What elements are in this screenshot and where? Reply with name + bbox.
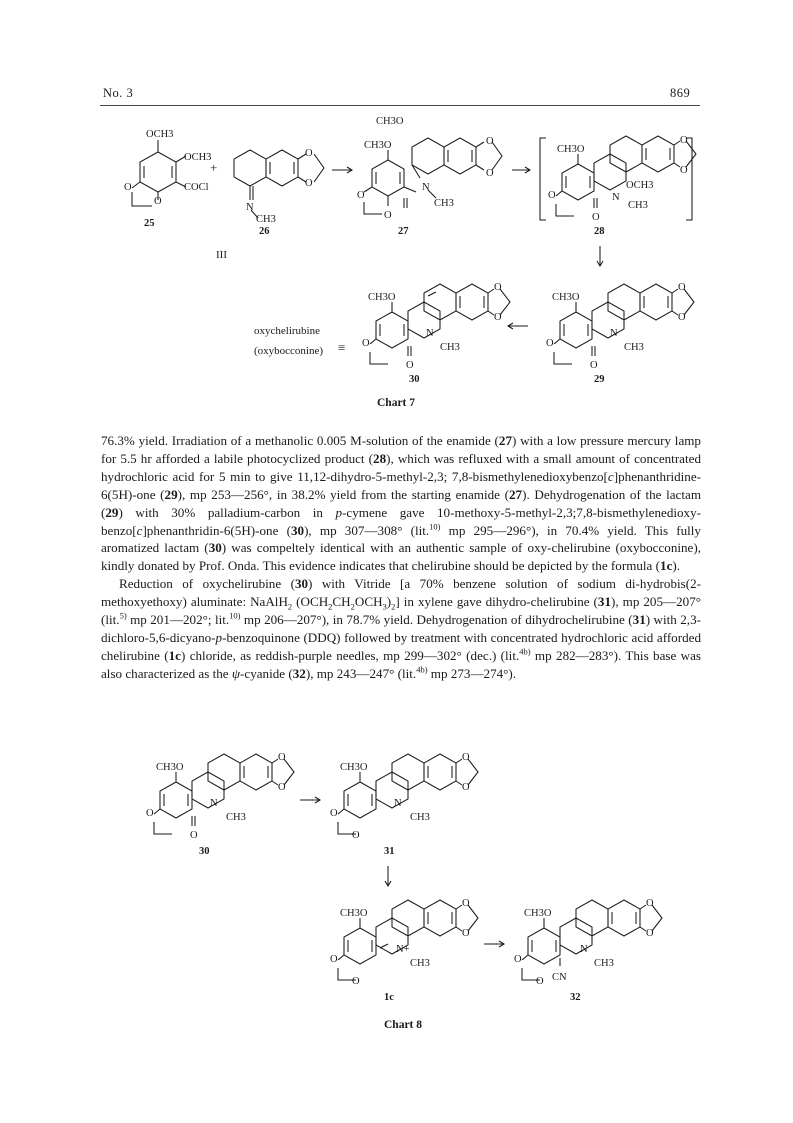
c8-1c-ome: CH3O	[340, 908, 368, 919]
plus-sign: +	[210, 160, 218, 175]
c8-1c-ch3: CH3	[410, 958, 430, 969]
arrow-30-to-31	[300, 797, 320, 803]
c27-ome-left: CH3O	[364, 140, 392, 151]
c28-ome-right: OCH3	[626, 180, 654, 191]
compound-ref: 30	[290, 522, 305, 538]
c8-32-o1: O	[646, 898, 654, 909]
text-run: -benzoquinone (DDQ) followed by treatment with concentrated hydrochloric acid afforded chelirubine (	[101, 629, 701, 663]
c29-o2: O	[678, 312, 686, 323]
c8-32-number: 32	[570, 992, 581, 1003]
text-run: -cymene gave 10-methoxy-5-methyl-2,3;7,8-bismethylenedioxy-benzo[	[101, 504, 702, 538]
text-run: ), mp 243—247° (lit.	[305, 665, 417, 681]
c8-30-o4: O	[190, 830, 198, 841]
c29-o4: O	[590, 360, 598, 371]
chart-8-scheme	[0, 700, 793, 1050]
c8-1c-o2: O	[462, 928, 470, 939]
text-run: ]phenanthridine-6(5H)-one (	[101, 468, 701, 502]
text-run: ) with 2,3-dichloro-5,6-dicyano-	[101, 612, 701, 645]
text-run: mp 206—207°), in 78.7% yield. Dehydrogenation of dihydrochelirubine (	[240, 612, 633, 628]
c8-31-n: N	[394, 798, 402, 809]
text-run: 10)	[429, 521, 441, 532]
c8-1c-number: 1c	[384, 992, 394, 1003]
page-number: 869	[670, 86, 691, 100]
text-run: 3	[382, 601, 387, 612]
header-rule	[100, 105, 700, 106]
c27-ch3: CH3	[434, 198, 454, 209]
c8-31-number: 31	[384, 846, 395, 857]
paragraph-2	[101, 575, 701, 682]
chart-7-scheme	[0, 110, 793, 420]
text-run: ] in xylene gave dihydro-chelirubine (	[395, 594, 598, 610]
c29-ch3: CH3	[624, 342, 644, 353]
c29-number: 29	[594, 374, 605, 385]
c25-ome-side: OCH3	[184, 152, 212, 163]
c8-31-ome: CH3O	[340, 762, 368, 773]
c28-o2: O	[680, 165, 688, 176]
c28-o1: O	[680, 135, 688, 146]
text-run: 2	[391, 601, 396, 612]
c29-ome: CH3O	[552, 292, 580, 303]
c8-31-o2: O	[462, 782, 470, 793]
c30-o4: O	[406, 360, 414, 371]
arrow-25-to-27	[332, 167, 352, 173]
text-run: ) with Vitride [a 70% benzene solution of sodium di-hydrobis(2-methoxyethoxy) aluminate: NaAlH	[101, 576, 702, 610]
c8-30-o3: O	[146, 808, 154, 819]
text-run: ψ	[231, 665, 241, 681]
arrow-27-to-28	[512, 167, 530, 173]
paragraph-1	[101, 432, 701, 575]
text-run: ), which was refluxed with a small amount of concentrated hydrochloric acid for 5 min to give 11,12-dihydro-5-methyl-2,3; 7,8-bismethylenedioxybenzo[	[101, 450, 701, 484]
text-run: ), mp 307—308° (lit.	[304, 522, 430, 538]
c30-o3: O	[362, 338, 370, 349]
text-run: ) was compeltely identical with an authentic sample of oxy-chelirubine (oxybocconine), kindly donated by Prof. Onda. This evidence indicates that chelirubine should be depicted by the formula (	[101, 540, 701, 574]
compound-ref: 30	[208, 540, 222, 556]
text-run: c	[607, 468, 614, 484]
text-run: c	[136, 522, 143, 538]
compound-ref: 27	[498, 433, 512, 448]
text-run: 4b)	[416, 664, 428, 675]
body-text	[101, 432, 701, 683]
text-run: 2	[328, 601, 333, 612]
oxybocconine-alias: (oxybocconine)	[254, 345, 324, 357]
chart-7-caption: Chart 7	[377, 397, 416, 409]
equivalence-symbol: ≡	[338, 340, 346, 355]
text-run: ), mp 205—207° (lit.	[101, 594, 701, 628]
text-run: M	[350, 433, 362, 448]
c8-32-o4: O	[536, 976, 544, 987]
text-run: 10)	[229, 610, 241, 621]
c30-ome: CH3O	[368, 292, 396, 303]
compound-ref: 30	[294, 576, 309, 592]
c25-o2: O	[154, 196, 162, 207]
text-run: (OCH	[292, 594, 329, 610]
chart-8-caption: Chart 8	[384, 1019, 423, 1031]
c26-n: N	[246, 202, 254, 213]
c27-o4: O	[384, 210, 392, 221]
text-run: OCH	[354, 594, 383, 610]
c30-n: N	[426, 328, 434, 339]
compound-ref: 29	[105, 504, 119, 520]
text-run: ) chloride, as reddish-purple needles, mp 299—302° (dec.) (lit.	[180, 647, 520, 663]
c28-n: N	[612, 192, 620, 203]
c28-ome-top: CH3O	[557, 144, 585, 155]
c26-o2: O	[305, 178, 313, 189]
c8-31-ch3: CH3	[410, 812, 430, 823]
c8-1c-o3: O	[330, 954, 338, 965]
compound-ref: 1c	[168, 647, 181, 663]
text-run: 5)	[119, 610, 127, 621]
c8-32-ch3: CH3	[594, 958, 614, 969]
text-run: ) with a low pressure mercury lamp for 5.5 hr afforded a labile photocyclized product (	[101, 433, 701, 466]
c25-o1: O	[124, 182, 132, 193]
text-run: mp 282—283°). This base was also characterized as the	[101, 647, 702, 681]
c8-30-n: N	[210, 798, 218, 809]
journal-issue: No. 3	[103, 86, 134, 100]
c30-o2: O	[494, 312, 502, 323]
text-run: p	[335, 504, 343, 520]
c8-1c-o1: O	[462, 898, 470, 909]
compound-ref: 32	[292, 665, 306, 681]
text-run: ). Dehydrogenation of the lactam (	[101, 486, 701, 520]
c27-o1: O	[486, 136, 494, 147]
c8-30-ome: CH3O	[156, 762, 184, 773]
c8-1c-o4: O	[352, 976, 360, 987]
roman-label: III	[216, 249, 227, 261]
c27-ome-top: CH3O	[376, 116, 404, 127]
compound-ref: 1c	[660, 558, 673, 574]
arrow-29-to-30	[508, 323, 528, 329]
c30-number: 30	[409, 374, 420, 385]
compound-ref: 27	[508, 486, 523, 502]
c29-o3: O	[546, 338, 554, 349]
c27-n: N	[422, 182, 430, 193]
text-run: ).	[672, 558, 681, 574]
c8-30-ch3: CH3	[226, 812, 246, 823]
c8-30-o2: O	[278, 782, 286, 793]
c8-31-o4: O	[352, 830, 360, 841]
text-run: mp 273—274°).	[427, 665, 517, 681]
text-run: 76.3% yield. Irradiation of a methanolic 0.005	[101, 433, 351, 448]
c30-o1: O	[494, 282, 502, 293]
text-run: -cyanide (	[240, 665, 293, 681]
text-run: 2	[287, 601, 293, 612]
compound-ref: 31	[632, 612, 646, 628]
c8-31-o1: O	[462, 752, 470, 763]
c8-32-ome: CH3O	[524, 908, 552, 919]
c8-32-cn: CN	[552, 972, 567, 983]
c27-o3: O	[357, 190, 365, 201]
c8-30-number: 30	[199, 846, 210, 857]
text-run: ]phenanthridin-6(5H)-one (	[142, 522, 291, 538]
text-run: 2	[350, 601, 355, 612]
c27-number: 27	[398, 226, 409, 237]
arrow-31-to-1c	[385, 866, 391, 886]
c26-ch3: CH3	[256, 214, 276, 225]
text-run: CH	[332, 594, 351, 610]
c8-1c-nplus: N+	[396, 944, 410, 955]
compound-ref: 28	[373, 450, 387, 466]
c8-32-n: N	[580, 944, 588, 955]
compound-ref: 31	[597, 594, 612, 610]
arrow-1c-to-32	[484, 941, 504, 947]
c25-cocl: COCl	[184, 182, 209, 193]
text-run: -solution of the enamide (	[361, 433, 499, 448]
c26-o1: O	[305, 148, 313, 159]
text-run: ) with 30% palladium-carbon in	[118, 504, 336, 520]
c8-30-o1: O	[278, 752, 286, 763]
text-run: mp 295—296°), in 70.4% yield. This fully aromatized lactam (	[101, 522, 701, 556]
oxychelirubine-name: oxychelirubine	[254, 325, 320, 337]
c28-o4: O	[592, 212, 600, 223]
c8-31-o3: O	[330, 808, 338, 819]
c26-number: 26	[259, 226, 270, 237]
c28-o3: O	[548, 190, 556, 201]
c28-ch3: CH3	[628, 200, 648, 211]
c29-o1: O	[678, 282, 686, 293]
arrow-28-to-29	[597, 246, 603, 266]
c27-o2: O	[486, 168, 494, 179]
text-run: ), mp 253—256°, in 38.2% yield from the starting enamide (	[177, 486, 509, 502]
c28-number: 28	[594, 226, 605, 237]
c29-n: N	[610, 328, 618, 339]
c30-ch3: CH3	[440, 342, 460, 353]
c8-32-o2: O	[646, 928, 654, 939]
compound-ref: 29	[164, 486, 178, 502]
c25-ome-top: OCH3	[146, 129, 174, 140]
c25-number: 25	[144, 218, 155, 229]
c8-32-o3: O	[514, 954, 522, 965]
text-run: mp 201—202°; lit.	[126, 612, 230, 628]
text-run: Reduction of oxychelirubine (	[119, 576, 295, 592]
text-run: p	[215, 629, 223, 645]
text-run: )	[386, 594, 392, 610]
text-run: 4b)	[519, 646, 531, 657]
